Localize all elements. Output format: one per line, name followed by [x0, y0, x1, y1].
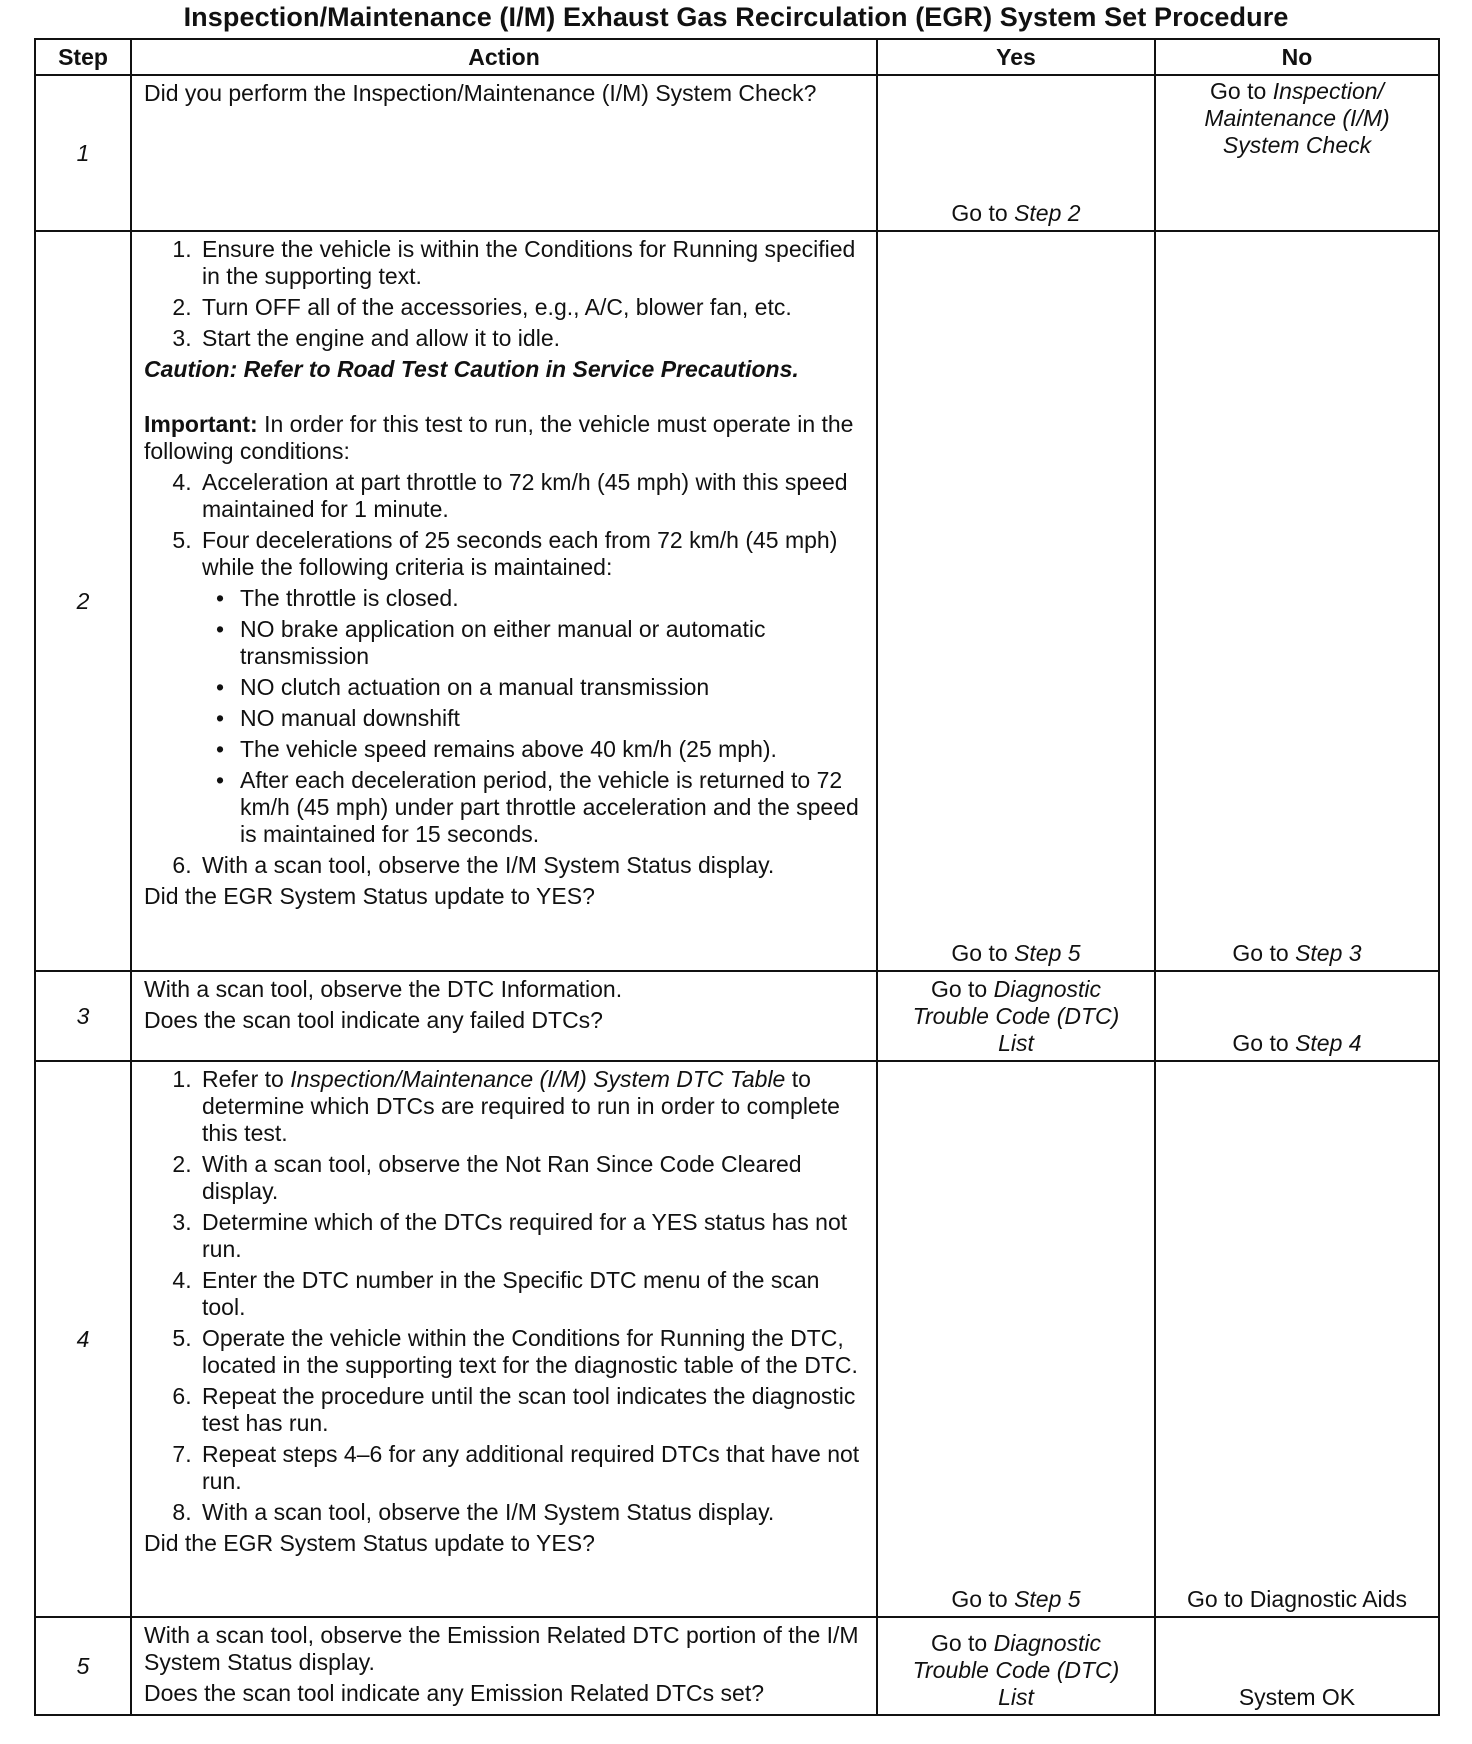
- yes-link-step-5[interactable]: Step 5: [1014, 940, 1081, 966]
- no-cell: [1155, 971, 1439, 1061]
- yes-cell: [877, 1061, 1155, 1617]
- question-text: Did you perform the Inspection/Maintenance (I/M) System Check?: [144, 80, 817, 106]
- instruction-text: With a scan tool, observe the DTC Information.: [144, 976, 623, 1002]
- no-prefix: Go to: [1232, 1030, 1296, 1056]
- yes-prefix: Go to: [951, 1586, 1015, 1612]
- step-number: 1: [35, 75, 131, 231]
- yes-prefix: Go to: [930, 976, 994, 1002]
- table-row-step-4: [35, 1061, 1439, 1617]
- important-text: In order for this test to run, the vehicle must operate in the following conditions:: [144, 411, 854, 464]
- list-item: 6. With a scan tool, observe the I/M System Status display.: [198, 852, 866, 879]
- list-item: 3. Start the engine and allow it to idle.: [198, 325, 866, 352]
- table-row-step-3: [35, 971, 1439, 1061]
- yes-cell: [877, 75, 1155, 231]
- question-text: Does the scan tool indicate any Emission Related DTCs set?: [144, 1680, 765, 1706]
- important-note: [144, 411, 866, 465]
- dtc-table-link[interactable]: Inspection/Maintenance (I/M) System DTC Table: [290, 1066, 786, 1092]
- list-item: 2. Turn OFF all of the accessories, e.g., A/C, blower fan, etc.: [198, 294, 866, 321]
- no-cell: [1155, 1061, 1439, 1617]
- list-item: [198, 527, 866, 848]
- instruction-list: [144, 1066, 866, 1526]
- table-header-row: [35, 39, 1439, 75]
- yes-link-step-2[interactable]: Step 2: [1014, 200, 1081, 226]
- table-row-step-2: [35, 231, 1439, 971]
- bullet-item: • The vehicle speed remains above 40 km/h (25 mph).: [236, 736, 866, 763]
- step-number: 5: [35, 1617, 131, 1715]
- header-step: Step: [35, 39, 131, 75]
- action-cell: [131, 1061, 877, 1617]
- list-item: 2. With a scan tool, observe the Not Ran Since Code Cleared display.: [198, 1151, 866, 1205]
- no-cell: [1155, 231, 1439, 971]
- header-action: Action: [131, 39, 877, 75]
- bullet-item: • NO clutch actuation on a manual transmission: [236, 674, 866, 701]
- list-item: 4. Enter the DTC number in the Specific DTC menu of the scan tool.: [198, 1267, 866, 1321]
- yes-prefix: Go to: [951, 200, 1015, 226]
- page-title: Inspection/Maintenance (I/M) Exhaust Gas Recirculation (EGR) System Set Procedure: [183, 2, 1289, 32]
- header-yes: Yes: [877, 39, 1155, 75]
- question-text: Did the EGR System Status update to YES?: [144, 1530, 595, 1556]
- no-link-diagnostic-aids[interactable]: Go to Diagnostic Aids: [1187, 1586, 1407, 1612]
- condition-list: [144, 469, 866, 879]
- action-cell: [131, 231, 877, 971]
- yes-prefix: Go to: [930, 1630, 994, 1656]
- yes-link-dtc-list[interactable]: Diagnostic Trouble Code (DTC) List: [912, 976, 1120, 1056]
- item-prefix: Refer to: [202, 1066, 291, 1092]
- step-number: 3: [35, 971, 131, 1061]
- procedure-table: [34, 38, 1440, 1716]
- yes-cell: [877, 231, 1155, 971]
- no-prefix: Go to: [1210, 78, 1273, 104]
- table-row-step-1: [35, 75, 1439, 231]
- bullet-item: • NO manual downshift: [236, 705, 866, 732]
- no-link-im-system-check[interactable]: Inspection/ Maintenance (I/M) System Check: [1204, 78, 1390, 158]
- bullet-item: • The throttle is closed.: [236, 585, 866, 612]
- question-text: Does the scan tool indicate any failed DTCs?: [144, 1007, 603, 1033]
- no-link-step-4[interactable]: Step 4: [1295, 1030, 1362, 1056]
- list-item: 8. With a scan tool, observe the I/M System Status display.: [198, 1499, 866, 1526]
- result-system-ok: System OK: [1238, 1684, 1356, 1710]
- list-item: 1. Ensure the vehicle is within the Conditions for Running specified in the supporting text.: [198, 236, 866, 290]
- action-cell: [131, 75, 877, 231]
- list-item: [198, 1066, 866, 1147]
- question-text: Did the EGR System Status update to YES?: [144, 883, 595, 909]
- instruction-text: With a scan tool, observe the Emission Related DTC portion of the I/M System Status display.: [144, 1622, 859, 1675]
- action-cell: [131, 1617, 877, 1715]
- yes-link-step-5[interactable]: Step 5: [1014, 1586, 1081, 1612]
- no-prefix: Go to: [1232, 940, 1296, 966]
- caution-note: Caution: Refer to Road Test Caution in Service Precautions.: [144, 356, 799, 382]
- no-cell: [1155, 1617, 1439, 1715]
- header-no: No: [1155, 39, 1439, 75]
- no-link-step-3[interactable]: Step 3: [1295, 940, 1362, 966]
- yes-link-dtc-list[interactable]: Diagnostic Trouble Code (DTC) List: [912, 1630, 1120, 1710]
- no-cell: [1155, 75, 1439, 231]
- step-number: 2: [35, 231, 131, 971]
- criteria-bullet-list: [202, 585, 866, 848]
- step-number: 4: [35, 1061, 131, 1617]
- list-item: 5. Operate the vehicle within the Conditions for Running the DTC, located in the supporting text for the diagnostic table of the DTC.: [198, 1325, 866, 1379]
- list-item: 4. Acceleration at part throttle to 72 km/h (45 mph) with this speed maintained for 1 minute.: [198, 469, 866, 523]
- list-item: 6. Repeat the procedure until the scan tool indicates the diagnostic test has run.: [198, 1383, 866, 1437]
- table-row-step-5: [35, 1617, 1439, 1715]
- list-item-text: Four decelerations of 25 seconds each from 72 km/h (45 mph) while the following criteria is maintained:: [202, 527, 838, 580]
- item-suffix: to determine which DTCs are required to run in order to complete this test.: [202, 1066, 840, 1146]
- yes-cell: [877, 1617, 1155, 1715]
- instruction-list: [144, 236, 866, 352]
- yes-cell: [877, 971, 1155, 1061]
- action-cell: [131, 971, 877, 1061]
- bullet-item: • After each deceleration period, the vehicle is returned to 72 km/h (45 mph) under part throttle acceleration and the speed is maintained for 15 seconds.: [236, 767, 866, 848]
- important-label: Important:: [144, 411, 258, 437]
- list-item: 7. Repeat steps 4–6 for any additional required DTCs that have not run.: [198, 1441, 866, 1495]
- bullet-item: • NO brake application on either manual or automatic transmission: [236, 616, 866, 670]
- yes-prefix: Go to: [951, 940, 1015, 966]
- list-item: 3. Determine which of the DTCs required for a YES status has not run.: [198, 1209, 866, 1263]
